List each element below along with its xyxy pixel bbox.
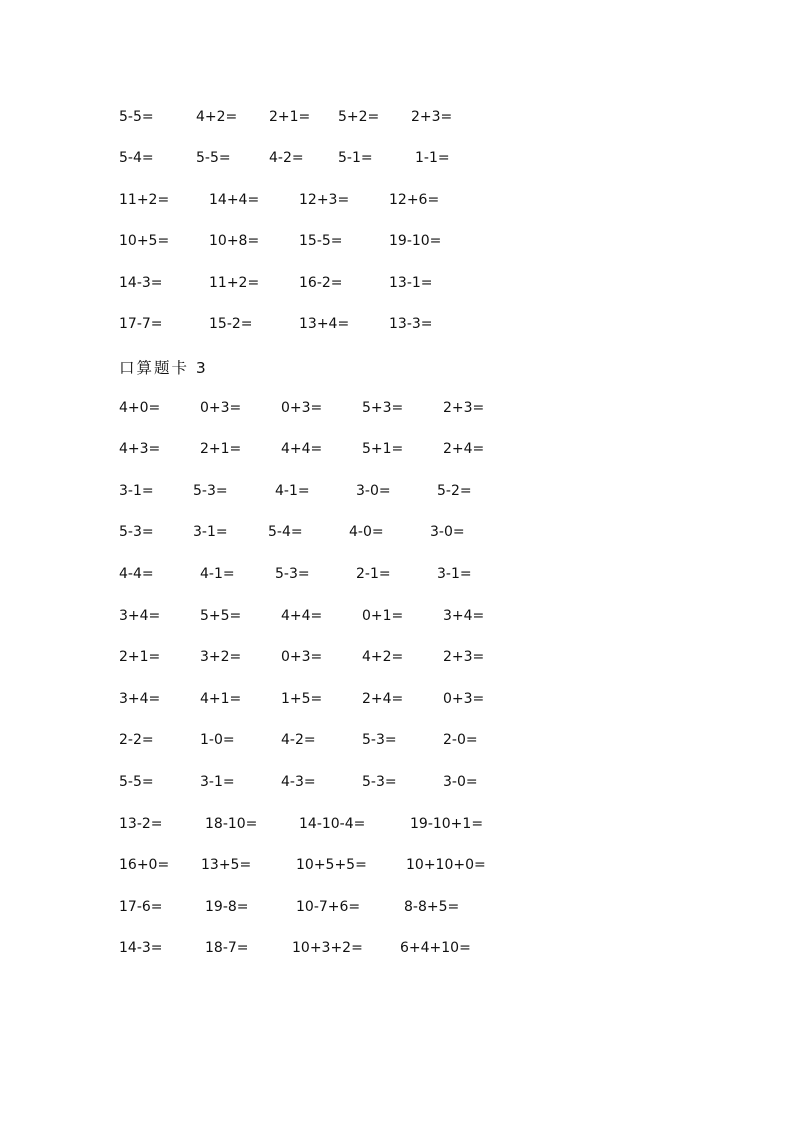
problem-row [0,772,793,792]
problem-row [0,938,793,958]
problem-row [0,730,793,750]
problem: 0+3= [281,400,323,416]
problem: 5-3= [119,524,154,540]
problem: 14-3= [119,940,163,956]
problem: 3-1= [119,483,154,499]
card-title: 口算题卡 3 [119,359,208,377]
problem: 0+3= [281,649,323,665]
problem: 11+2= [119,192,170,208]
problem: 2+3= [443,649,485,665]
problem-row [0,107,793,127]
problem-row [0,897,793,917]
problem: 4+1= [200,691,242,707]
problem: 3+4= [119,608,161,624]
problem-row [0,689,793,709]
problem: 11+2= [209,275,260,291]
problem: 2+4= [362,691,404,707]
problem: 4-1= [275,483,310,499]
problem: 2+1= [119,649,161,665]
problem-row [0,647,793,667]
problem: 3-1= [193,524,228,540]
problem: 2+1= [200,441,242,457]
problem: 5-5= [196,150,231,166]
problem: 16+0= [119,857,170,873]
problem-row [0,439,793,459]
problem: 14-10-4= [299,816,366,832]
problem: 5-3= [193,483,228,499]
problem-row [0,481,793,501]
problem: 17-6= [119,899,163,915]
problem-row [0,606,793,626]
problem: 12+6= [389,192,440,208]
problem: 5-3= [362,774,397,790]
problem-row [0,522,793,542]
problem: 5-1= [338,150,373,166]
problem: 18-10= [205,816,258,832]
problem: 5-3= [362,732,397,748]
problem: 10+5= [119,233,170,249]
problem: 4-3= [281,774,316,790]
problem: 3-1= [200,774,235,790]
problem: 19-8= [205,899,249,915]
problem-row [0,148,793,168]
problem: 3+4= [443,608,485,624]
problem: 3-0= [443,774,478,790]
problem: 8-8+5= [404,899,460,915]
problem: 13+5= [201,857,252,873]
problem: 3+2= [200,649,242,665]
problem: 1-1= [415,150,450,166]
problem: 3-0= [430,524,465,540]
problem: 0+3= [200,400,242,416]
problem: 5+5= [200,608,242,624]
problem: 13+4= [299,316,350,332]
problem: 12+3= [299,192,350,208]
problem: 3+4= [119,691,161,707]
problem: 13-1= [389,275,433,291]
problem: 5+2= [338,109,380,125]
problem: 4+2= [362,649,404,665]
problem: 2+3= [411,109,453,125]
problem: 5+3= [362,400,404,416]
problem: 19-10= [389,233,442,249]
problem-row [0,855,793,875]
problem: 2-2= [119,732,154,748]
problem: 4+0= [119,400,161,416]
problem: 1+5= [281,691,323,707]
problem-row [0,314,793,334]
problem: 10+10+0= [406,857,486,873]
problem: 10+3+2= [292,940,363,956]
problem: 2-0= [443,732,478,748]
problem: 0+3= [443,691,485,707]
problem: 15-2= [209,316,253,332]
problem: 13-3= [389,316,433,332]
problem: 5-4= [119,150,154,166]
problem: 14-3= [119,275,163,291]
problem-row [0,814,793,834]
problem: 18-7= [205,940,249,956]
problem: 6+4+10= [400,940,471,956]
problem: 5-5= [119,109,154,125]
problem: 16-2= [299,275,343,291]
problem: 4+4= [281,441,323,457]
problem: 14+4= [209,192,260,208]
problem: 2+1= [269,109,311,125]
problem: 10+5+5= [296,857,367,873]
problem: 5-5= [119,774,154,790]
problem: 5+1= [362,441,404,457]
problem: 10-7+6= [296,899,361,915]
problem-row [0,564,793,584]
problem: 0+1= [362,608,404,624]
problem: 4-4= [119,566,154,582]
problem: 4-0= [349,524,384,540]
problem-row [0,231,793,251]
problem-row [0,398,793,418]
problem-row [0,190,793,210]
problem: 4+3= [119,441,161,457]
problem-row [0,273,793,293]
problem: 2+3= [443,400,485,416]
problem: 3-1= [437,566,472,582]
problem: 5-2= [437,483,472,499]
problem: 19-10+1= [410,816,484,832]
problem: 1-0= [200,732,235,748]
problem: 10+8= [209,233,260,249]
problem: 17-7= [119,316,163,332]
problem: 4-2= [281,732,316,748]
problem: 2+4= [443,441,485,457]
problem: 15-5= [299,233,343,249]
problem: 4-2= [269,150,304,166]
problem: 4+4= [281,608,323,624]
problem: 13-2= [119,816,163,832]
problem: 2-1= [356,566,391,582]
problem: 5-3= [275,566,310,582]
problem: 4+2= [196,109,238,125]
problem: 4-1= [200,566,235,582]
problem: 5-4= [268,524,303,540]
problem: 3-0= [356,483,391,499]
